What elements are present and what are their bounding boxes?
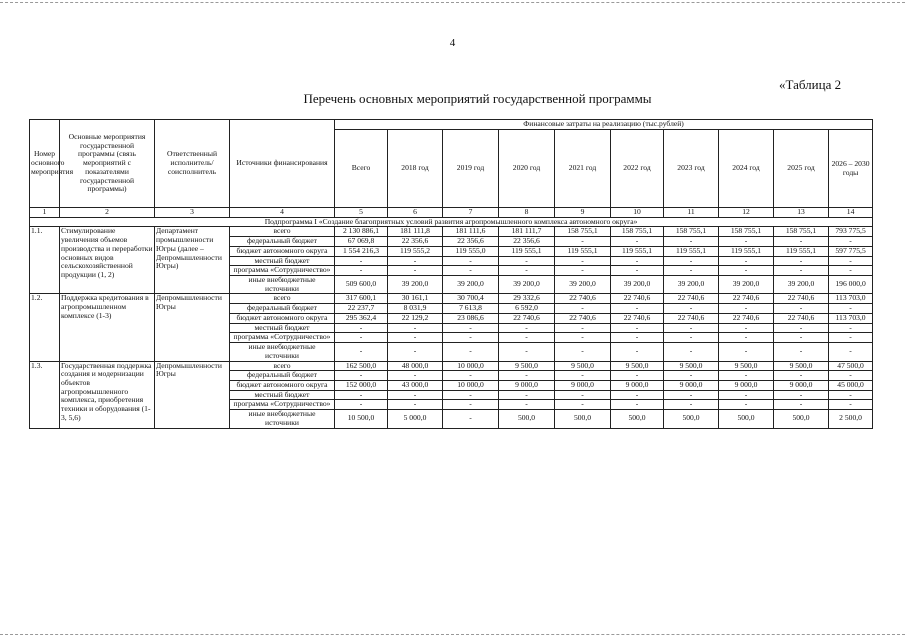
- amount-cell: 39 200,0: [388, 276, 443, 294]
- amount-cell: 2 130 886,1: [335, 227, 388, 237]
- amount-cell: 43 000,0: [388, 380, 443, 390]
- amount-cell: 158 755,1: [555, 227, 611, 237]
- amount-cell: 22 740,6: [774, 313, 829, 323]
- header-year-cell: 2022 год: [611, 130, 664, 208]
- amount-cell: -: [443, 266, 499, 276]
- amount-cell: 295 362,4: [335, 313, 388, 323]
- activity-name: Поддержка кредитования в агропромышленном комплексе (1-3): [60, 294, 155, 361]
- header-source-cell: Источники финансирования: [230, 120, 335, 208]
- funding-source: всего: [230, 294, 335, 304]
- amount-cell: -: [829, 343, 873, 361]
- activity-number: 1.3.: [30, 361, 60, 428]
- amount-cell: -: [774, 333, 829, 343]
- amount-cell: -: [719, 343, 774, 361]
- amount-cell: -: [829, 237, 873, 247]
- amount-cell: 162 500,0: [335, 361, 388, 371]
- amount-cell: 500,0: [499, 410, 555, 428]
- amount-cell: -: [335, 371, 388, 381]
- amount-cell: -: [555, 371, 611, 381]
- amount-cell: -: [719, 390, 774, 400]
- amount-cell: 10 500,0: [335, 410, 388, 428]
- funding-source: бюджет автономного округа: [230, 246, 335, 256]
- column-number-cell: 5: [335, 208, 388, 218]
- amount-cell: -: [388, 343, 443, 361]
- funding-source: бюджет автономного округа: [230, 313, 335, 323]
- amount-cell: 119 555,1: [664, 246, 719, 256]
- amount-cell: 1 554 216,3: [335, 246, 388, 256]
- amount-cell: 9 000,0: [611, 380, 664, 390]
- amount-cell: 8 031,9: [388, 304, 443, 314]
- amount-cell: -: [388, 371, 443, 381]
- amount-cell: -: [335, 333, 388, 343]
- amount-cell: 29 332,6: [499, 294, 555, 304]
- subprogram-title: Подпрограмма I «Создание благоприятных условий развития агропромышленного комплекса автономного округа»: [30, 217, 873, 227]
- amount-cell: -: [611, 237, 664, 247]
- document-title: Перечень основных мероприятий государственной программы: [303, 91, 652, 106]
- activity-name: Стимулирование увеличения объемов производства и переработки основных видов сельскохозяйственной продукции (1, 2): [60, 227, 155, 294]
- amount-cell: 158 755,1: [719, 227, 774, 237]
- amount-cell: -: [611, 333, 664, 343]
- amount-cell: -: [774, 343, 829, 361]
- amount-cell: 9 000,0: [555, 380, 611, 390]
- amount-cell: 7 613,8: [443, 304, 499, 314]
- amount-cell: -: [719, 371, 774, 381]
- column-number-cell: 6: [388, 208, 443, 218]
- page-number: 4: [449, 37, 456, 49]
- amount-cell: -: [555, 343, 611, 361]
- amount-cell: -: [443, 400, 499, 410]
- header-row-top: [30, 120, 873, 130]
- header-year-cell: 2020 год: [499, 130, 555, 208]
- amount-cell: 22 740,6: [664, 294, 719, 304]
- amount-cell: -: [499, 371, 555, 381]
- column-number-cell: 13: [774, 208, 829, 218]
- column-number-cell: 10: [611, 208, 664, 218]
- amount-cell: -: [774, 266, 829, 276]
- header-column-numbers: [30, 208, 873, 218]
- amount-cell: 196 000,0: [829, 276, 873, 294]
- amount-cell: -: [774, 400, 829, 410]
- header-year-cell: 2018 год: [388, 130, 443, 208]
- funding-source: федеральный бюджет: [230, 371, 335, 381]
- activity-name: Государственная поддержка создания и модернизации объектов агропромышленного комплекса, приобретения техники и оборудования (1-3, 5,6): [60, 361, 155, 428]
- header-year-cell: 2023 год: [664, 130, 719, 208]
- amount-cell: -: [499, 266, 555, 276]
- header-finance-group: Финансовые затраты на реализацию (тыс.рублей): [335, 120, 873, 130]
- amount-cell: 39 200,0: [719, 276, 774, 294]
- amount-cell: -: [555, 333, 611, 343]
- amount-cell: 119 555,1: [611, 246, 664, 256]
- amount-cell: -: [611, 323, 664, 333]
- amount-cell: -: [443, 343, 499, 361]
- amount-cell: 22 237,7: [335, 304, 388, 314]
- funding-source: местный бюджет: [230, 390, 335, 400]
- amount-cell: 158 755,1: [664, 227, 719, 237]
- amount-cell: 30 161,1: [388, 294, 443, 304]
- amount-cell: 39 200,0: [664, 276, 719, 294]
- amount-cell: 22 740,6: [611, 313, 664, 323]
- amount-cell: 9 000,0: [719, 380, 774, 390]
- activity-executor: Департамент промышленности Югры (далее – Депромышленности Югры): [155, 227, 230, 294]
- amount-cell: -: [443, 390, 499, 400]
- amount-cell: -: [611, 390, 664, 400]
- amount-cell: -: [335, 266, 388, 276]
- amount-cell: -: [664, 333, 719, 343]
- amount-cell: -: [774, 390, 829, 400]
- activity-number: 1.1.: [30, 227, 60, 294]
- amount-cell: -: [664, 323, 719, 333]
- amount-cell: 45 000,0: [829, 380, 873, 390]
- amount-cell: -: [664, 237, 719, 247]
- amount-cell: -: [388, 400, 443, 410]
- amount-cell: -: [555, 323, 611, 333]
- column-number-cell: 2: [60, 208, 155, 218]
- amount-cell: -: [664, 400, 719, 410]
- amount-cell: -: [829, 256, 873, 266]
- amount-cell: -: [335, 390, 388, 400]
- amount-cell: 9 500,0: [555, 361, 611, 371]
- amount-cell: -: [774, 237, 829, 247]
- amount-cell: -: [719, 256, 774, 266]
- amount-cell: -: [555, 390, 611, 400]
- amount-cell: 39 200,0: [774, 276, 829, 294]
- amount-cell: 181 111,6: [443, 227, 499, 237]
- amount-cell: -: [611, 343, 664, 361]
- amount-cell: 9 500,0: [719, 361, 774, 371]
- amount-cell: -: [443, 410, 499, 428]
- funding-source: программа «Сотрудничество»: [230, 333, 335, 343]
- amount-cell: -: [388, 266, 443, 276]
- amount-cell: -: [829, 304, 873, 314]
- amount-cell: -: [443, 371, 499, 381]
- funding-source: иные внебюджетные источники: [230, 276, 335, 294]
- amount-cell: 39 200,0: [555, 276, 611, 294]
- amount-cell: -: [555, 400, 611, 410]
- amount-cell: -: [555, 237, 611, 247]
- amount-cell: 5 000,0: [388, 410, 443, 428]
- amount-cell: 22 356,6: [388, 237, 443, 247]
- header-year-cell: 2024 год: [719, 130, 774, 208]
- amount-cell: -: [499, 343, 555, 361]
- amount-cell: -: [611, 256, 664, 266]
- amount-cell: -: [388, 333, 443, 343]
- activity-executor: Депромышленности Югры: [155, 361, 230, 428]
- amount-cell: -: [443, 333, 499, 343]
- amount-cell: -: [611, 400, 664, 410]
- amount-cell: 500,0: [719, 410, 774, 428]
- amount-cell: 2 500,0: [829, 410, 873, 428]
- amount-cell: -: [664, 390, 719, 400]
- amount-cell: 22 740,6: [555, 313, 611, 323]
- amount-cell: -: [335, 400, 388, 410]
- header-year-cell: Всего: [335, 130, 388, 208]
- amount-cell: -: [774, 304, 829, 314]
- funding-source: всего: [230, 227, 335, 237]
- amount-cell: 22 740,6: [719, 313, 774, 323]
- header-number-cell: Номер основного мероприятия: [30, 120, 60, 208]
- amount-cell: 113 703,0: [829, 294, 873, 304]
- scan-edge-bottom: [0, 634, 905, 636]
- amount-cell: 181 111,8: [388, 227, 443, 237]
- amount-cell: -: [443, 323, 499, 333]
- column-number-cell: 9: [555, 208, 611, 218]
- amount-cell: -: [611, 371, 664, 381]
- header-year-cell: 2026 – 2030 годы: [829, 130, 873, 208]
- amount-cell: 500,0: [664, 410, 719, 428]
- amount-cell: -: [774, 256, 829, 266]
- amount-cell: -: [335, 323, 388, 333]
- column-number-cell: 3: [155, 208, 230, 218]
- amount-cell: 597 775,5: [829, 246, 873, 256]
- amount-cell: 9 000,0: [664, 380, 719, 390]
- amount-cell: -: [555, 304, 611, 314]
- amount-cell: 9 500,0: [499, 361, 555, 371]
- amount-cell: 119 555,0: [443, 246, 499, 256]
- amount-cell: 9 500,0: [664, 361, 719, 371]
- activity-executor: Депромышленности Югры: [155, 294, 230, 361]
- amount-cell: -: [829, 323, 873, 333]
- funding-source: иные внебюджетные источники: [230, 410, 335, 428]
- amount-cell: -: [555, 256, 611, 266]
- amount-cell: -: [774, 323, 829, 333]
- amount-cell: -: [829, 371, 873, 381]
- activities-table: [29, 119, 873, 429]
- header-executor-cell: Ответственный исполнитель/соисполнитель: [155, 120, 230, 208]
- amount-cell: -: [664, 371, 719, 381]
- amount-cell: -: [774, 371, 829, 381]
- amount-cell: 119 555,1: [555, 246, 611, 256]
- amount-cell: 67 069,8: [335, 237, 388, 247]
- column-number-cell: 1: [30, 208, 60, 218]
- amount-cell: 39 200,0: [611, 276, 664, 294]
- funding-source: программа «Сотрудничество»: [230, 400, 335, 410]
- amount-cell: 119 555,1: [719, 246, 774, 256]
- amount-cell: -: [611, 304, 664, 314]
- amount-cell: 158 755,1: [774, 227, 829, 237]
- amount-cell: -: [499, 400, 555, 410]
- amount-cell: 509 600,0: [335, 276, 388, 294]
- amount-cell: -: [719, 400, 774, 410]
- amount-cell: 22 740,6: [664, 313, 719, 323]
- funding-source: бюджет автономного округа: [230, 380, 335, 390]
- amount-cell: 22 740,6: [555, 294, 611, 304]
- amount-cell: 47 500,0: [829, 361, 873, 371]
- amount-cell: 158 755,1: [611, 227, 664, 237]
- amount-cell: 23 086,6: [443, 313, 499, 323]
- column-number-cell: 14: [829, 208, 873, 218]
- amount-cell: 10 000,0: [443, 380, 499, 390]
- amount-cell: 793 775,5: [829, 227, 873, 237]
- amount-cell: -: [335, 256, 388, 266]
- amount-cell: -: [335, 343, 388, 361]
- amount-cell: 500,0: [555, 410, 611, 428]
- amount-cell: -: [499, 323, 555, 333]
- funding-source: всего: [230, 361, 335, 371]
- amount-cell: 22 740,6: [719, 294, 774, 304]
- amount-cell: -: [388, 323, 443, 333]
- amount-cell: -: [499, 333, 555, 343]
- amount-cell: -: [664, 266, 719, 276]
- column-number-cell: 8: [499, 208, 555, 218]
- amount-cell: 22 740,6: [774, 294, 829, 304]
- amount-cell: -: [719, 304, 774, 314]
- amount-cell: 9 500,0: [611, 361, 664, 371]
- amount-cell: -: [664, 304, 719, 314]
- amount-cell: 22 356,6: [499, 237, 555, 247]
- amount-cell: -: [388, 256, 443, 266]
- amount-cell: 317 600,1: [335, 294, 388, 304]
- amount-cell: -: [388, 390, 443, 400]
- amount-cell: 48 000,0: [388, 361, 443, 371]
- amount-cell: -: [829, 400, 873, 410]
- amount-cell: 500,0: [774, 410, 829, 428]
- funding-source: местный бюджет: [230, 256, 335, 266]
- header-activity-cell: Основные мероприятия государственной программы (связь мероприятий с показателями государственной программы): [60, 120, 155, 208]
- amount-cell: 22 129,2: [388, 313, 443, 323]
- table-label: «Таблица 2: [779, 77, 842, 92]
- amount-cell: 119 555,1: [774, 246, 829, 256]
- header-year-cell: 2019 год: [443, 130, 499, 208]
- amount-cell: -: [719, 323, 774, 333]
- amount-cell: 30 700,4: [443, 294, 499, 304]
- amount-cell: 39 200,0: [499, 276, 555, 294]
- amount-cell: 22 356,6: [443, 237, 499, 247]
- amount-cell: 113 703,0: [829, 313, 873, 323]
- amount-cell: 181 111,7: [499, 227, 555, 237]
- funding-source: иные внебюджетные источники: [230, 343, 335, 361]
- amount-cell: -: [555, 266, 611, 276]
- amount-cell: 500,0: [611, 410, 664, 428]
- amount-cell: -: [719, 333, 774, 343]
- amount-cell: 39 200,0: [443, 276, 499, 294]
- amount-cell: 22 740,6: [499, 313, 555, 323]
- activity-number: 1.2.: [30, 294, 60, 361]
- amount-cell: -: [499, 256, 555, 266]
- amount-cell: 10 000,0: [443, 361, 499, 371]
- amount-cell: 9 000,0: [499, 380, 555, 390]
- funding-source: федеральный бюджет: [230, 237, 335, 247]
- funding-source: местный бюджет: [230, 323, 335, 333]
- amount-cell: -: [829, 390, 873, 400]
- amount-cell: -: [664, 256, 719, 266]
- amount-cell: 119 555,2: [388, 246, 443, 256]
- amount-cell: -: [611, 266, 664, 276]
- scan-edge-top: [0, 2, 905, 4]
- amount-cell: -: [443, 256, 499, 266]
- amount-cell: -: [829, 333, 873, 343]
- funding-source: федеральный бюджет: [230, 304, 335, 314]
- header-year-cell: 2025 год: [774, 130, 829, 208]
- amount-cell: -: [829, 266, 873, 276]
- column-number-cell: 11: [664, 208, 719, 218]
- amount-cell: 9 500,0: [774, 361, 829, 371]
- amount-cell: 152 000,0: [335, 380, 388, 390]
- column-number-cell: 4: [230, 208, 335, 218]
- column-number-cell: 12: [719, 208, 774, 218]
- amount-cell: 6 592,0: [499, 304, 555, 314]
- amount-cell: -: [664, 343, 719, 361]
- amount-cell: -: [499, 390, 555, 400]
- amount-cell: 9 000,0: [774, 380, 829, 390]
- amount-cell: 119 555,1: [499, 246, 555, 256]
- amount-cell: -: [719, 237, 774, 247]
- column-number-cell: 7: [443, 208, 499, 218]
- amount-cell: -: [719, 266, 774, 276]
- header-year-cell: 2021 год: [555, 130, 611, 208]
- amount-cell: 22 740,6: [611, 294, 664, 304]
- funding-source: программа «Сотрудничество»: [230, 266, 335, 276]
